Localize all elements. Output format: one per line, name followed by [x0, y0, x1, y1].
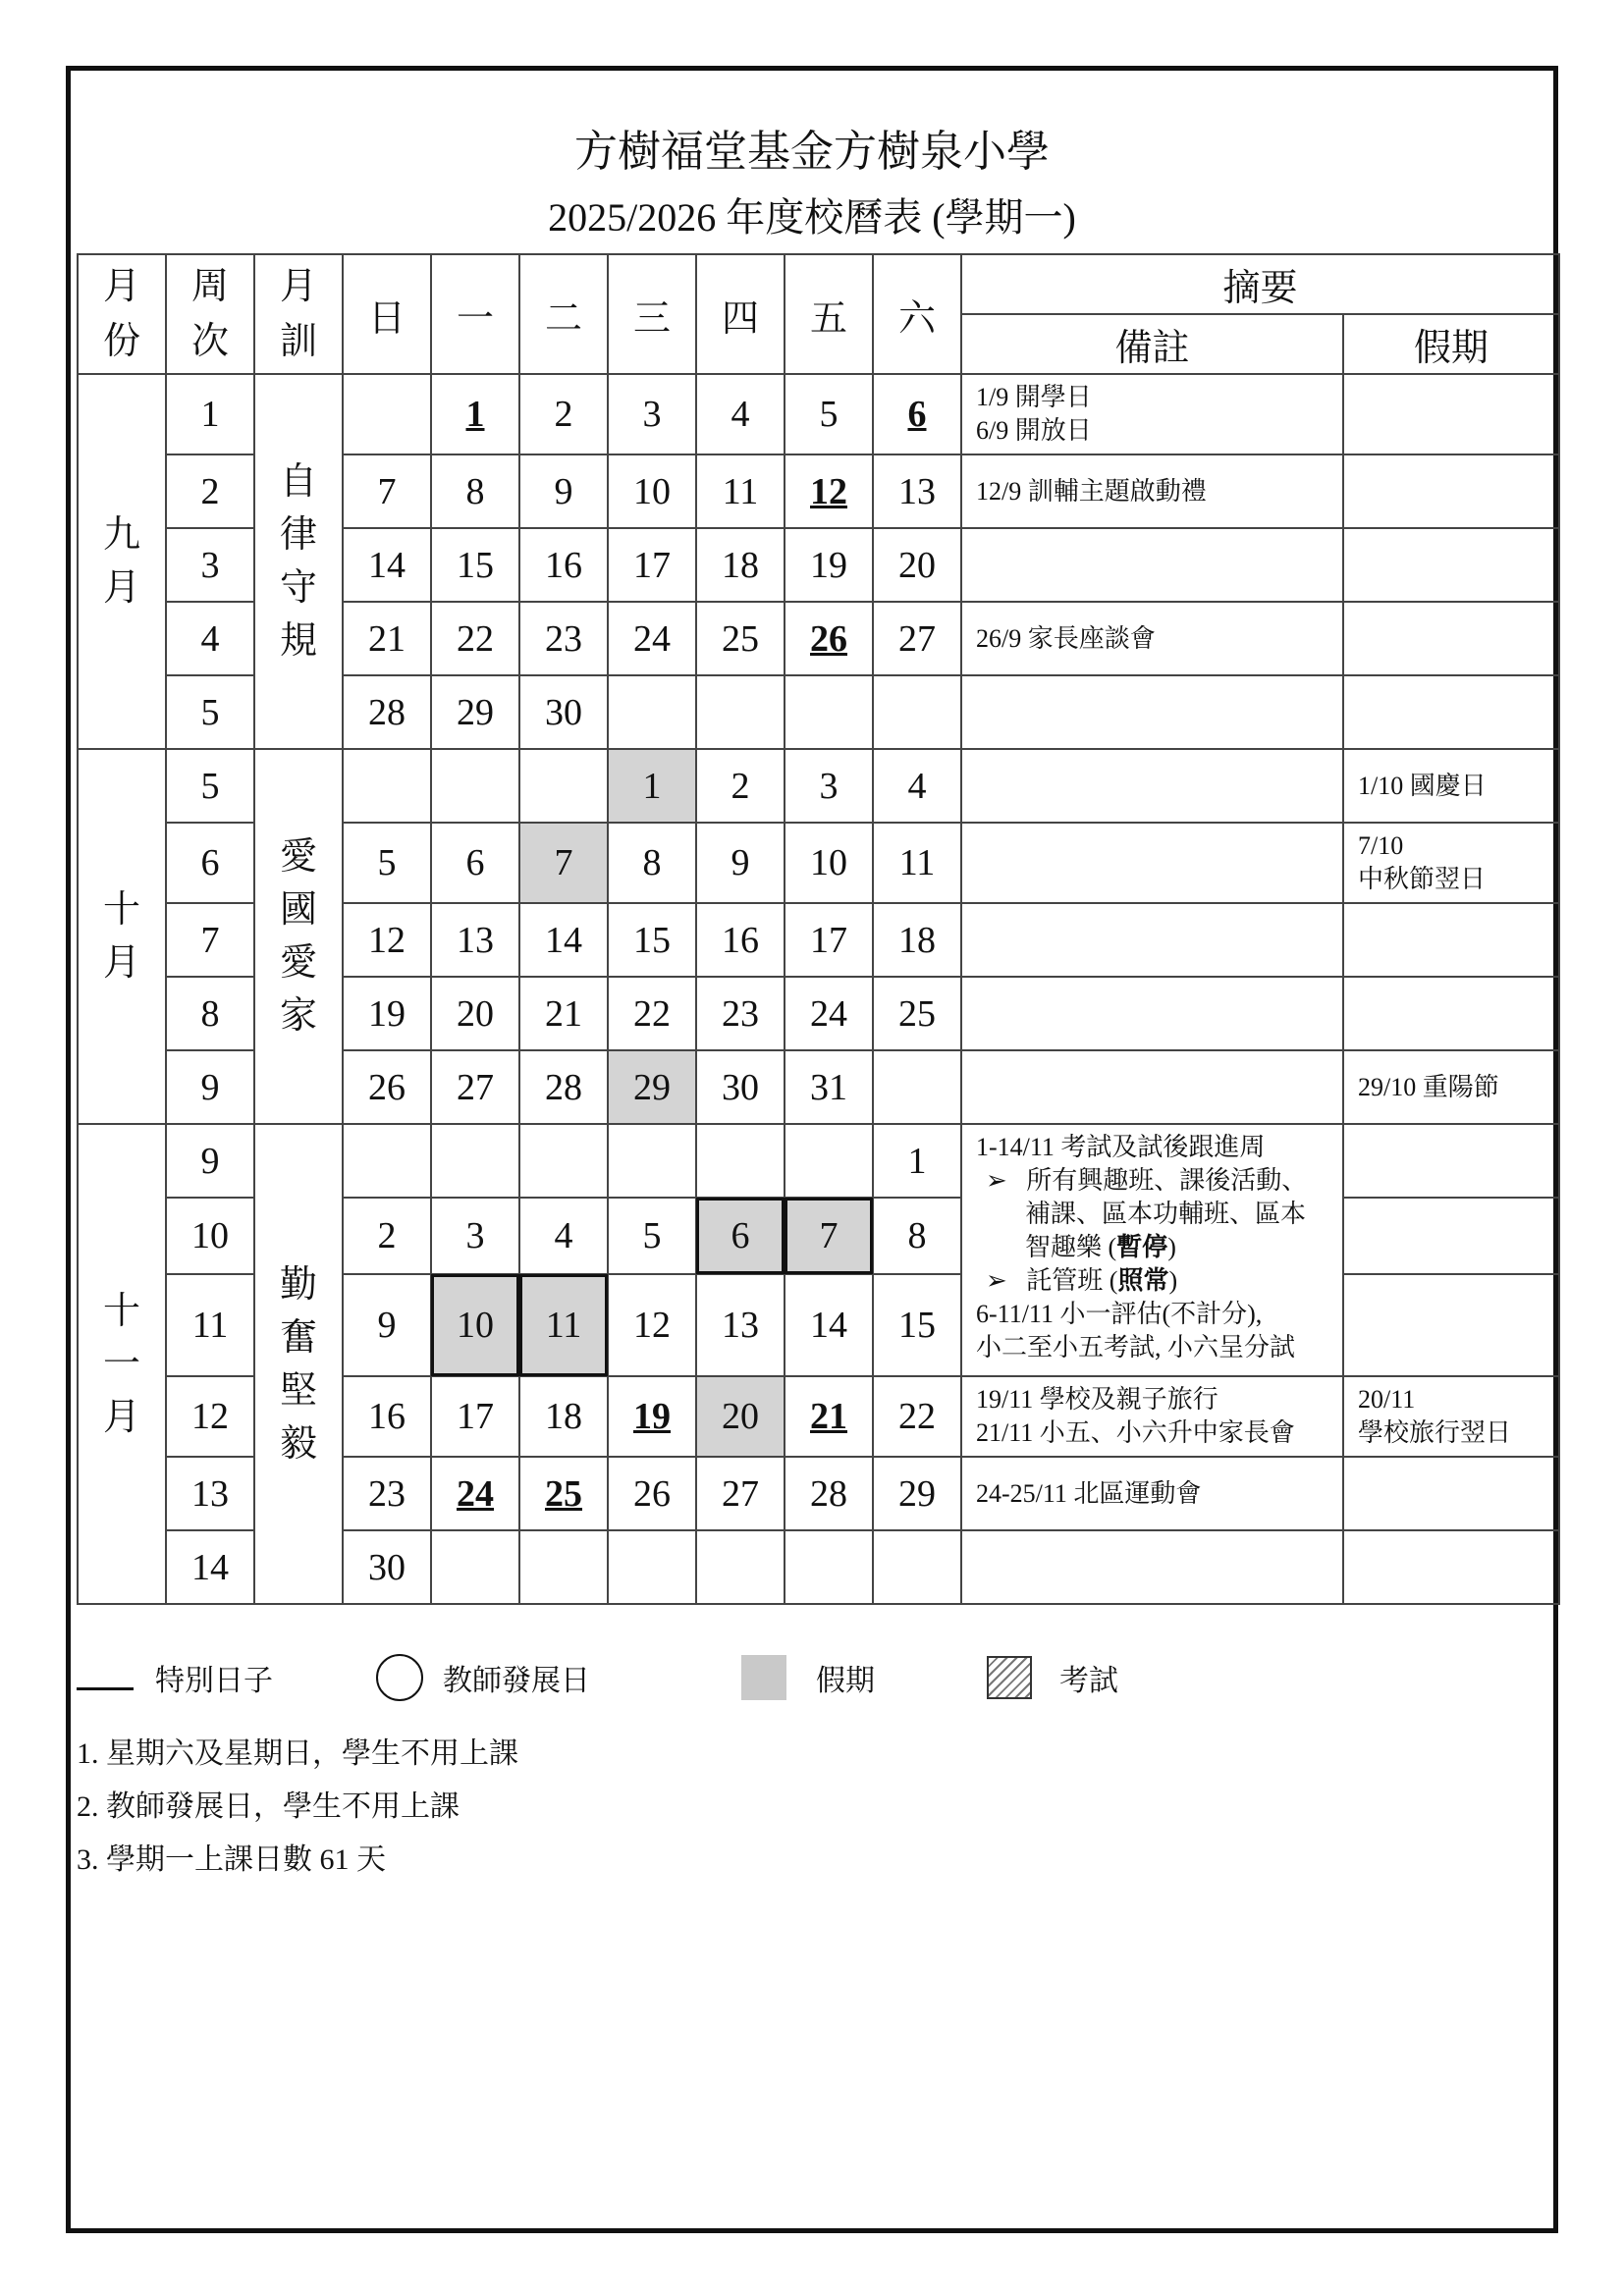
footnote-2: 2. 教師發展日，學生不用上課 [77, 1790, 460, 1823]
date-number: 29 [633, 1066, 671, 1108]
day-cell [873, 977, 961, 1050]
day-cell [608, 749, 696, 823]
week-number: 9 [166, 1124, 254, 1198]
day-cell [431, 528, 519, 602]
holiday-cell [1343, 454, 1559, 528]
monthly-motto: 愛國愛家 [254, 749, 343, 1124]
date-number: 22 [898, 1396, 936, 1437]
holiday-cell: 29/10 重陽節 [1343, 1050, 1559, 1124]
date-number: 26 [633, 1472, 671, 1515]
date-number: 18 [898, 919, 936, 961]
remark-cell [961, 823, 1343, 903]
day-cell [519, 602, 608, 675]
date-number: 20 [722, 1396, 759, 1437]
holiday-cell [1343, 1274, 1559, 1376]
day-cell [608, 602, 696, 675]
day-cell [343, 374, 431, 454]
date-number: 30 [368, 1546, 406, 1588]
date-number: 13 [457, 919, 494, 961]
day-cell [696, 1457, 785, 1530]
monthly-motto: 自律守規 [254, 374, 343, 749]
date-number: 18 [722, 544, 759, 586]
week-number: 3 [166, 528, 254, 602]
day-cell [785, 374, 873, 454]
remark-cell [961, 1050, 1343, 1124]
day-cell [785, 903, 873, 977]
day-cell [873, 374, 961, 454]
week-number: 8 [166, 977, 254, 1050]
day-cell [431, 977, 519, 1050]
day-cell [431, 1457, 519, 1530]
week-number: 14 [166, 1530, 254, 1604]
date-number: 1 [907, 1140, 927, 1182]
date-number: 6 [907, 394, 927, 435]
day-cell [873, 823, 961, 903]
date-number: 10 [810, 842, 847, 883]
date-number: 23 [722, 992, 759, 1035]
date-number: 26 [810, 617, 847, 660]
day-cell [519, 1198, 608, 1274]
day-cell [696, 1530, 785, 1604]
date-number: 22 [457, 617, 494, 660]
date-number: 27 [898, 617, 936, 660]
day-cell [608, 1457, 696, 1530]
remark-cell [961, 528, 1343, 602]
date-number: 28 [545, 1066, 582, 1108]
date-number: 8 [907, 1215, 927, 1256]
week-number: 5 [166, 749, 254, 823]
day-cell [696, 1274, 785, 1376]
day-cell [873, 1530, 961, 1604]
date-number: 4 [907, 765, 927, 807]
date-number: 1 [642, 765, 662, 807]
day-cell [785, 749, 873, 823]
date-number: 19 [633, 1396, 671, 1437]
holiday-cell [1343, 528, 1559, 602]
date-number: 21 [810, 1396, 847, 1437]
holiday-cell [1343, 602, 1559, 675]
day-cell [873, 903, 961, 977]
day-cell [785, 823, 873, 903]
remarks-header: 備註 [961, 314, 1343, 374]
remark-cell: 12/9 訓輔主題啟動禮 [961, 454, 1343, 528]
day-cell [608, 454, 696, 528]
holiday-cell [1343, 675, 1559, 749]
date-number: 11 [722, 470, 759, 512]
date-number: 19 [810, 544, 847, 586]
footnote-1: 1. 星期六及星期日，學生不用上課 [77, 1737, 518, 1770]
remark-cell [961, 1530, 1343, 1604]
remark-cell [961, 675, 1343, 749]
date-number: 14 [810, 1305, 847, 1346]
week-number: 10 [166, 1198, 254, 1274]
day-cell [785, 1124, 873, 1198]
date-number: 24 [633, 617, 671, 660]
month-name: 九月 [78, 374, 166, 749]
day-cell [608, 1530, 696, 1604]
date-number: 7 [819, 1215, 839, 1256]
date-number: 30 [722, 1066, 759, 1108]
day-cell [343, 454, 431, 528]
day-cell [343, 1274, 431, 1376]
day-cell [343, 602, 431, 675]
day-cell [431, 903, 519, 977]
day-cell [519, 374, 608, 454]
day-cell [608, 823, 696, 903]
date-number: 8 [642, 842, 662, 883]
holiday-cell [1343, 374, 1559, 454]
date-number: 29 [898, 1472, 936, 1515]
day-cell [696, 675, 785, 749]
day-cell [873, 1376, 961, 1457]
underline-swatch [77, 1687, 134, 1690]
day-cell [608, 1124, 696, 1198]
date-number: 10 [457, 1305, 494, 1346]
day-cell [785, 1530, 873, 1604]
holiday-cell: 1/10 國慶日 [1343, 749, 1559, 823]
date-number: 20 [457, 992, 494, 1035]
day-cell [519, 1457, 608, 1530]
date-number: 11 [898, 842, 936, 883]
date-number: 9 [554, 470, 573, 512]
date-number: 20 [898, 544, 936, 586]
day-cell [431, 675, 519, 749]
date-number: 22 [633, 992, 671, 1035]
day-cell [696, 528, 785, 602]
day-cell [519, 454, 608, 528]
date-number: 5 [642, 1215, 662, 1256]
day-cell [519, 1376, 608, 1457]
day-cell [608, 903, 696, 977]
date-number: 16 [545, 544, 582, 586]
date-number: 25 [545, 1472, 582, 1515]
date-number: 21 [368, 617, 406, 660]
day-cell [608, 675, 696, 749]
week-number: 2 [166, 454, 254, 528]
week-number: 13 [166, 1457, 254, 1530]
day-cell [519, 1274, 608, 1376]
day-header-thu: 四 [696, 254, 785, 374]
day-cell [343, 1457, 431, 1530]
day-cell [696, 1376, 785, 1457]
day-cell [608, 1198, 696, 1274]
footnotes [77, 1728, 518, 1887]
holiday-cell: 7/10 中秋節翌日 [1343, 823, 1559, 903]
day-cell [873, 1274, 961, 1376]
date-number: 4 [731, 394, 750, 435]
week-number: 5 [166, 675, 254, 749]
day-cell [343, 749, 431, 823]
holiday-cell [1343, 1124, 1559, 1198]
date-number: 13 [898, 470, 936, 512]
date-number: 13 [722, 1305, 759, 1346]
day-cell [608, 1376, 696, 1457]
day-cell [696, 823, 785, 903]
date-number: 11 [545, 1305, 582, 1346]
holiday-cell [1343, 1457, 1559, 1530]
date-number: 15 [898, 1305, 936, 1346]
date-number: 28 [810, 1472, 847, 1515]
date-number: 15 [633, 919, 671, 961]
day-cell [696, 1124, 785, 1198]
date-number: 1 [465, 394, 485, 435]
day-cell [873, 1457, 961, 1530]
week-row [78, 749, 1559, 823]
week-number: 7 [166, 903, 254, 977]
day-cell [696, 1050, 785, 1124]
day-cell [519, 1050, 608, 1124]
date-number: 23 [545, 617, 582, 660]
day-header-tue: 二 [519, 254, 608, 374]
week-row [78, 1124, 1559, 1198]
day-cell [785, 977, 873, 1050]
monthly-motto: 勤奮堅毅 [254, 1124, 343, 1604]
summary-header: 摘要 [961, 254, 1559, 314]
day-cell [343, 1198, 431, 1274]
week-number: 9 [166, 1050, 254, 1124]
school-name: 方樹福堂基金方樹泉小學 [574, 128, 1050, 176]
date-number: 29 [457, 691, 494, 733]
date-number: 9 [731, 842, 750, 883]
day-header-mon: 一 [431, 254, 519, 374]
date-number: 2 [377, 1215, 397, 1256]
date-number: 16 [722, 919, 759, 961]
hatch-swatch [987, 1656, 1032, 1699]
date-number: 14 [545, 919, 582, 961]
day-cell [785, 1274, 873, 1376]
day-cell [431, 823, 519, 903]
day-cell [431, 1198, 519, 1274]
date-number: 12 [368, 919, 406, 961]
day-cell [431, 1124, 519, 1198]
day-cell [696, 1198, 785, 1274]
week-number: 6 [166, 823, 254, 903]
date-number: 15 [457, 544, 494, 586]
day-cell [608, 977, 696, 1050]
calendar-table [77, 253, 1560, 1605]
date-number: 26 [368, 1066, 406, 1108]
day-cell [431, 1050, 519, 1124]
day-cell [696, 903, 785, 977]
date-number: 3 [819, 765, 839, 807]
day-cell [873, 675, 961, 749]
date-number: 16 [368, 1396, 406, 1437]
day-cell [431, 374, 519, 454]
date-number: 24 [810, 992, 847, 1035]
holiday-cell [1343, 1530, 1559, 1604]
day-cell [785, 1050, 873, 1124]
day-cell [608, 1050, 696, 1124]
day-cell [343, 977, 431, 1050]
day-cell [696, 602, 785, 675]
holiday-cell [1343, 903, 1559, 977]
day-cell [519, 977, 608, 1050]
legend-teacher-day: 教師發展日 [376, 1652, 590, 1703]
day-cell [785, 1457, 873, 1530]
date-number: 7 [554, 842, 573, 883]
date-number: 6 [731, 1215, 750, 1256]
remark-cell: 1/9 開學日 6/9 開放日 [961, 374, 1343, 454]
date-number: 3 [642, 394, 662, 435]
day-cell [343, 903, 431, 977]
day-cell [696, 454, 785, 528]
day-header-sat: 六 [873, 254, 961, 374]
holiday-cell [1343, 977, 1559, 1050]
week-number: 1 [166, 374, 254, 454]
month-name: 十月 [78, 749, 166, 1124]
holidays-header: 假期 [1343, 314, 1559, 374]
date-number: 17 [457, 1396, 494, 1437]
week-number: 12 [166, 1376, 254, 1457]
date-number: 21 [545, 992, 582, 1035]
day-cell [431, 454, 519, 528]
date-number: 2 [731, 765, 750, 807]
remark-cell [961, 977, 1343, 1050]
legend-special: 特別日子 [77, 1652, 273, 1703]
date-number: 25 [898, 992, 936, 1035]
date-number: 4 [554, 1215, 573, 1256]
legend-exam: 考試 [987, 1652, 1118, 1703]
day-cell [696, 374, 785, 454]
day-cell [343, 1376, 431, 1457]
circle-swatch [376, 1654, 423, 1701]
day-cell [785, 1376, 873, 1457]
day-cell [431, 1376, 519, 1457]
day-cell [519, 749, 608, 823]
date-number: 2 [554, 394, 573, 435]
day-cell [431, 602, 519, 675]
date-number: 8 [465, 470, 485, 512]
month-name: 十一月 [78, 1124, 166, 1604]
date-number: 23 [368, 1472, 406, 1515]
date-number: 18 [545, 1396, 582, 1437]
day-cell [785, 602, 873, 675]
day-cell [785, 454, 873, 528]
date-number: 3 [465, 1215, 485, 1256]
date-number: 27 [722, 1472, 759, 1515]
day-cell [519, 528, 608, 602]
date-number: 31 [810, 1066, 847, 1108]
calendar-title: 2025/2026 年度校曆表 (學期一) [548, 195, 1076, 240]
day-cell [873, 602, 961, 675]
day-cell [343, 1124, 431, 1198]
day-cell [519, 1530, 608, 1604]
day-cell [431, 749, 519, 823]
day-cell [608, 528, 696, 602]
day-cell [608, 1274, 696, 1376]
date-number: 17 [810, 919, 847, 961]
day-header-sun: 日 [343, 254, 431, 374]
week-row [78, 374, 1559, 454]
date-number: 7 [377, 470, 397, 512]
day-cell [519, 823, 608, 903]
day-cell [873, 454, 961, 528]
day-cell [608, 374, 696, 454]
date-number: 6 [465, 842, 485, 883]
date-number: 12 [810, 470, 847, 512]
remark-cell [961, 749, 1343, 823]
date-number: 14 [368, 544, 406, 586]
date-number: 12 [633, 1305, 671, 1346]
week-number: 4 [166, 602, 254, 675]
remark-cell: 26/9 家長座談會 [961, 602, 1343, 675]
date-number: 27 [457, 1066, 494, 1108]
holiday-cell: 20/11 學校旅行翌日 [1343, 1376, 1559, 1457]
day-cell [873, 1124, 961, 1198]
date-number: 5 [819, 394, 839, 435]
day-cell [696, 977, 785, 1050]
date-number: 25 [722, 617, 759, 660]
day-cell [785, 1198, 873, 1274]
month-header: 月份 [78, 254, 166, 374]
holiday-cell [1343, 1198, 1559, 1274]
day-cell [873, 528, 961, 602]
day-header-wed: 三 [608, 254, 696, 374]
remark-cell: 24-25/11 北區運動會 [961, 1457, 1343, 1530]
footnote-3: 3. 學期一上課日數 61 天 [77, 1843, 386, 1876]
day-cell [519, 903, 608, 977]
exam-period-note: 1-14/11 考試及試後跟進周 ➢ 所有興趣班、課後活動、 補課、區本功輔班、區本 智趣樂 (暫停) ➢ 託管班 (照常) 6-11/11 小一評估(不計分), 小二至小五考試, 小六呈分試 [961, 1124, 1343, 1376]
day-cell [519, 1124, 608, 1198]
day-cell [343, 1530, 431, 1604]
day-cell [519, 675, 608, 749]
date-number: 5 [377, 842, 397, 883]
week-number: 11 [166, 1274, 254, 1376]
day-cell [785, 528, 873, 602]
remark-cell: 19/11 學校及親子旅行 21/11 小五、小六升中家長會 [961, 1376, 1343, 1457]
date-number: 24 [457, 1472, 494, 1515]
day-cell [873, 1050, 961, 1124]
legend-holiday: 假期 [741, 1652, 875, 1703]
remark-cell [961, 903, 1343, 977]
day-cell [873, 749, 961, 823]
day-cell [343, 675, 431, 749]
day-cell [785, 675, 873, 749]
week-header: 周次 [166, 254, 254, 374]
date-number: 9 [377, 1305, 397, 1346]
date-number: 28 [368, 691, 406, 733]
day-cell [431, 1274, 519, 1376]
day-cell [343, 823, 431, 903]
day-cell [343, 528, 431, 602]
gray-swatch [741, 1655, 786, 1700]
date-number: 30 [545, 691, 582, 733]
day-cell [696, 749, 785, 823]
date-number: 10 [633, 470, 671, 512]
day-cell [343, 1050, 431, 1124]
day-cell [873, 1198, 961, 1274]
day-cell [431, 1530, 519, 1604]
date-number: 19 [368, 992, 406, 1035]
motto-header: 月訓 [254, 254, 343, 374]
date-number: 17 [633, 544, 671, 586]
day-header-fri: 五 [785, 254, 873, 374]
